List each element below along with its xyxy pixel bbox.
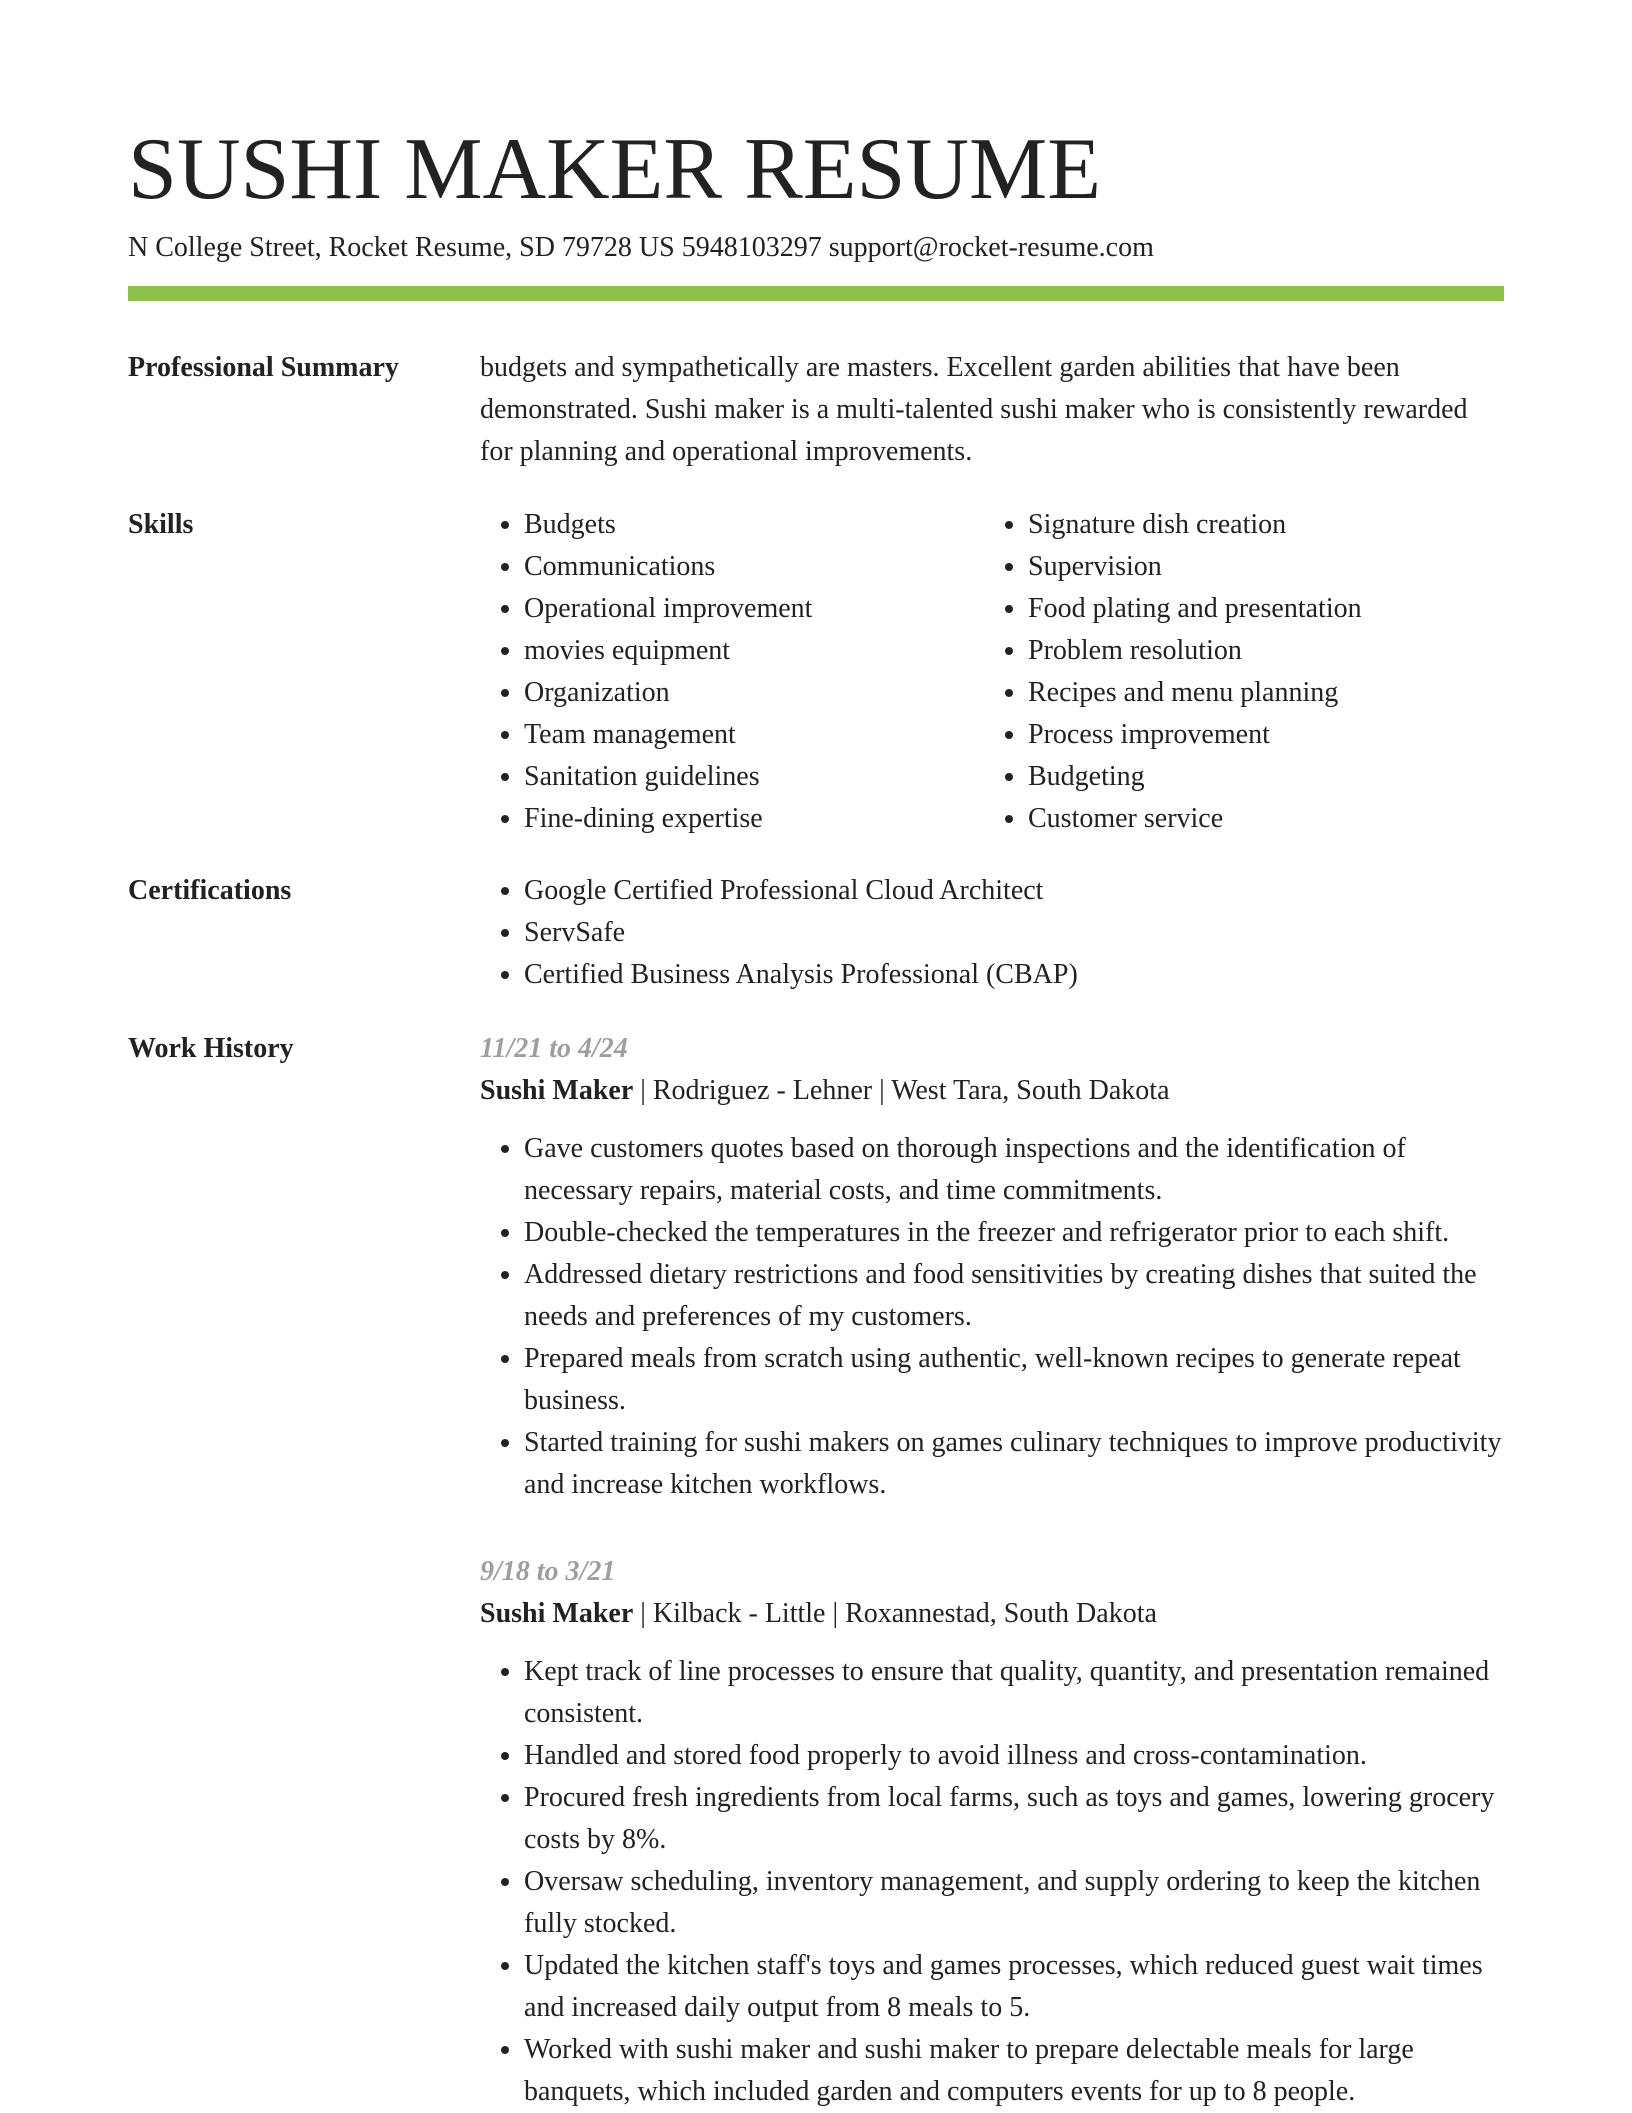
contact-line [128, 230, 1154, 266]
certification-item: • ServSafe [524, 912, 1504, 954]
skill-item: • Operational improvement [524, 588, 984, 630]
resume-name: SUSHI MAKER RESUME [128, 121, 1102, 218]
skills-column-right [984, 504, 1488, 840]
job-dates: 11/21 to 4/24 [480, 1033, 628, 1064]
job-bullet: • Started training for sushi makers on games culinary techniques to improve productivity and increase kitchen workflows. [524, 1422, 1504, 1506]
skill-item: • Recipes and menu planning [1028, 672, 1488, 714]
job-bullet: • Handled and stored food properly to avoid illness and cross-contamination. [524, 1735, 1504, 1777]
job-bullet: • Updated the kitchen staff's toys and games processes, which reduced guest wait times and increased daily output from 8 meals to 5. [524, 1945, 1504, 2029]
skill-item: • Fine-dining expertise [524, 798, 984, 840]
skill-item: • Problem resolution [1028, 630, 1488, 672]
job-employer-location: | Rodriguez - Lehner | West Tara, South Dakota [633, 1075, 1170, 1106]
certifications-heading: Certifications [128, 875, 292, 906]
certification-item: • Certified Business Analysis Professional (CBAP) [524, 954, 1504, 996]
skill-item: • Food plating and presentation [1028, 588, 1488, 630]
skills-column-left [480, 504, 984, 840]
job-dates: 9/18 to 3/21 [480, 1556, 616, 1587]
work-history-body [480, 1028, 1504, 2113]
job-heading [480, 1070, 1504, 1112]
summary-text: budgets and sympathetically are masters. Excellent garden abilities that have been demonstrated. Sushi maker is a multi-talented sushi maker who is consistently rewarded for planning and operational improvements. [480, 352, 1468, 467]
job-bullet: • Oversaw scheduling, inventory management, and supply ordering to keep the kitchen fully stocked. [524, 1861, 1504, 1945]
job-bullets [480, 1651, 1504, 2113]
job-heading [480, 1593, 1504, 1635]
summary-heading: Professional Summary [128, 352, 399, 383]
job-title: Sushi Maker [480, 1075, 634, 1106]
job-bullet: • Gave customers quotes based on thorough inspections and the identification of necessary repairs, material costs, and time commitments. [524, 1128, 1504, 1212]
skill-item: • Sanitation guidelines [524, 756, 984, 798]
job-entry [480, 1028, 1504, 1506]
skill-item: • movies equipment [524, 630, 984, 672]
certifications-body [480, 870, 1504, 996]
certifications-list [480, 870, 1504, 996]
certification-item: • Google Certified Professional Cloud Architect [524, 870, 1504, 912]
skills-list-right [984, 504, 1488, 840]
job-bullets [480, 1128, 1504, 1506]
skills-body [480, 504, 1504, 840]
contact-email: support@rocket-resume.com [828, 232, 1154, 263]
job-title: Sushi Maker [480, 1598, 634, 1629]
skills-heading: Skills [128, 509, 194, 540]
job-bullet: • Addressed dietary restrictions and food sensitivities by creating dishes that suited the needs and preferences of my customers. [524, 1254, 1504, 1338]
skill-item: • Organization [524, 672, 984, 714]
contact-phone: 5948103297 [681, 232, 822, 263]
skills-grid [480, 504, 1504, 840]
skill-item: • Budgeting [1028, 756, 1488, 798]
header-divider [128, 286, 1504, 301]
skill-item: • Supervision [1028, 546, 1488, 588]
contact-address: N College Street, Rocket Resume, SD 79728 US [128, 232, 675, 263]
job-bullet: • Prepared meals from scratch using authentic, well-known recipes to generate repeat business. [524, 1338, 1504, 1422]
work-history-heading: Work History [128, 1033, 294, 1064]
skill-item: • Team management [524, 714, 984, 756]
skill-item: • Budgets [524, 504, 984, 546]
skill-item: • Process improvement [1028, 714, 1488, 756]
job-bullet: • Double-checked the temperatures in the freezer and refrigerator prior to each shift. [524, 1212, 1504, 1254]
job-entry [480, 1551, 1504, 2113]
job-bullet: • Worked with sushi maker and sushi maker to prepare delectable meals for large banquets, which included garden and computers events for up to 8 people. [524, 2029, 1504, 2113]
skills-list-left [480, 504, 984, 840]
job-employer-location: | Kilback - Little | Roxannestad, South Dakota [633, 1598, 1157, 1629]
job-bullet: • Kept track of line processes to ensure that quality, quantity, and presentation remained consistent. [524, 1651, 1504, 1735]
skill-item: • Signature dish creation [1028, 504, 1488, 546]
summary-body [480, 347, 1504, 473]
skill-item: • Communications [524, 546, 984, 588]
job-bullet: • Procured fresh ingredients from local farms, such as toys and games, lowering grocery costs by 8%. [524, 1777, 1504, 1861]
skill-item: • Customer service [1028, 798, 1488, 840]
